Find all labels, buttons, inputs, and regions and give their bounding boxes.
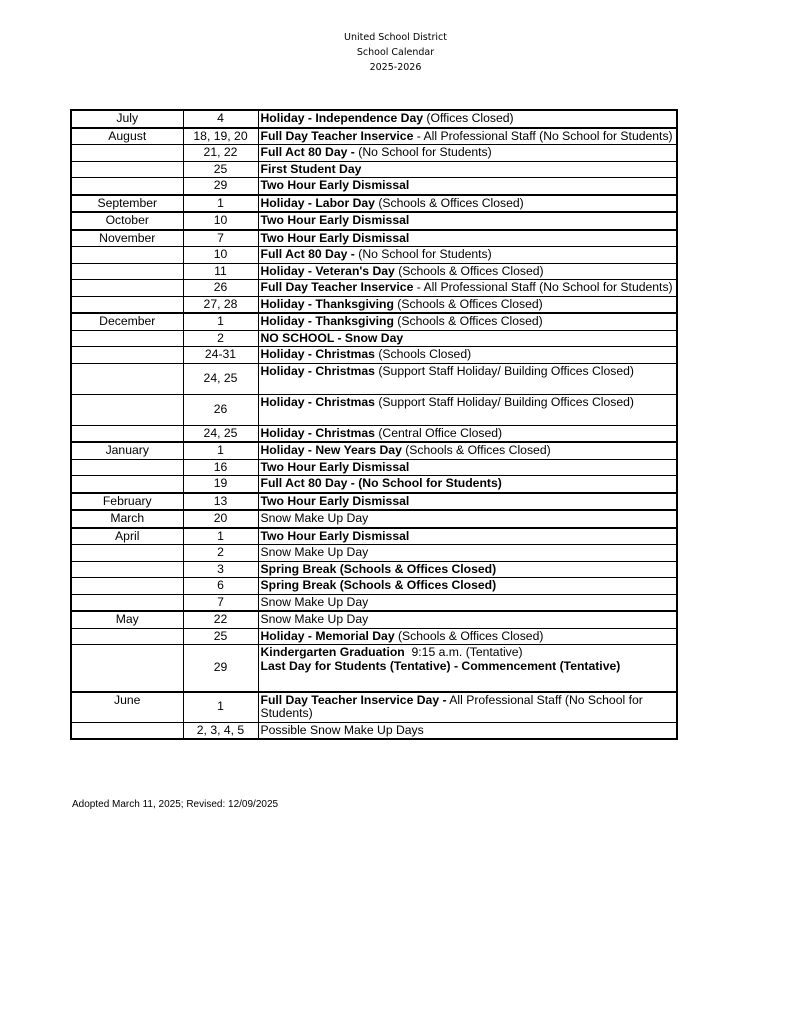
date-cell: 29: [183, 645, 258, 692]
month-cell: [71, 425, 183, 442]
event-title: Holiday - Christmas: [260, 347, 375, 361]
event-line: [261, 264, 544, 278]
month-cell: [71, 161, 183, 178]
month-cell: July: [71, 110, 183, 128]
date-cell: 18, 19, 20: [183, 128, 258, 145]
event-title: Two Hour Early Dismissal: [260, 178, 410, 192]
month-cell: November: [71, 230, 183, 247]
event-title: Full Act 80 Day -: [260, 145, 355, 159]
event-cell: [258, 628, 677, 645]
event-detail: (Support Staff Holiday/ Building Offices Closed): [374, 363, 634, 378]
event-line: [261, 578, 497, 592]
date-cell: 7: [183, 230, 258, 247]
month-cell: October: [71, 212, 183, 230]
date-cell: 29: [183, 178, 258, 195]
event-cell: [258, 263, 677, 280]
month-cell: May: [71, 611, 183, 628]
month-cell: [71, 363, 183, 394]
event-line: [261, 529, 410, 543]
date-cell: 1: [183, 528, 258, 545]
event-line: [261, 443, 551, 457]
event-title: Kindergarten Graduation: [260, 645, 405, 659]
event-line: [261, 395, 634, 409]
event-cell: [258, 347, 677, 364]
event-line: [261, 562, 497, 576]
calendar-row: [71, 263, 677, 280]
month-cell: [71, 476, 183, 493]
event-detail: (Schools Closed): [374, 347, 472, 361]
event-title: Two Hour Early Dismissal: [260, 213, 410, 227]
calendar-row: [71, 528, 677, 545]
month-cell: August: [71, 128, 183, 145]
event-detail: - All Professional Staff (No School for Students): [413, 280, 673, 294]
calendar-row: [71, 145, 677, 162]
month-cell: [71, 628, 183, 645]
event-cell: [258, 645, 677, 692]
calendar-row: [71, 161, 677, 178]
date-cell: 11: [183, 263, 258, 280]
date-cell: 20: [183, 510, 258, 528]
event-line: [261, 145, 492, 159]
event-line: [261, 196, 524, 210]
date-cell: 7: [183, 594, 258, 611]
month-cell: [71, 247, 183, 264]
event-cell: [258, 230, 677, 247]
event-line: [261, 347, 472, 361]
calendar-row: [71, 128, 677, 145]
event-cell: [258, 280, 677, 297]
event-line: [261, 162, 362, 176]
event-line: [261, 178, 410, 192]
event-cell: [258, 296, 677, 313]
date-cell: 25: [183, 161, 258, 178]
event-detail: (No School for Students): [354, 247, 492, 261]
event-cell: [258, 212, 677, 230]
month-cell: [71, 263, 183, 280]
event-detail: - All Professional Staff (No School for Students): [413, 128, 673, 143]
event-line: [261, 297, 543, 311]
event-detail: (No School for Students): [354, 145, 492, 159]
calendar-row: [71, 578, 677, 595]
date-cell: 25: [183, 628, 258, 645]
event-cell: [258, 247, 677, 264]
date-cell: 1: [183, 313, 258, 330]
calendar-row: [71, 296, 677, 313]
date-cell: 19: [183, 476, 258, 493]
calendar-row: [71, 230, 677, 247]
event-title: Holiday - Thanksgiving: [260, 314, 394, 328]
calendar-row: [71, 476, 677, 493]
event-title: Holiday - Christmas: [260, 363, 375, 378]
event-line: [261, 629, 544, 643]
month-cell: [71, 561, 183, 578]
event-detail: (Schools & Offices Closed): [394, 263, 544, 278]
calendar-row: [71, 493, 677, 511]
calendar-row: [71, 247, 677, 264]
date-cell: 16: [183, 459, 258, 476]
event-detail: All Professional Staff (No School for Students): [260, 692, 647, 720]
date-cell: 4: [183, 110, 258, 128]
event-detail: Possible Snow Make Up Days: [260, 722, 424, 737]
calendar-row: [71, 459, 677, 476]
date-cell: 2: [183, 545, 258, 562]
month-cell: [71, 347, 183, 364]
event-cell: [258, 178, 677, 195]
school-year: 2025-2026: [369, 62, 422, 73]
event-title: Full Day Teacher Inservice Day -: [260, 692, 447, 707]
event-title: Holiday - Memorial Day: [260, 628, 395, 643]
event-title: Spring Break (Schools & Offices Closed): [260, 561, 497, 576]
event-cell: [258, 330, 677, 347]
calendar-row: [71, 110, 677, 128]
calendar-table: [70, 109, 678, 740]
calendar-row: [71, 692, 677, 723]
event-title: Full Day Teacher Inservice: [260, 280, 414, 294]
event-line: [261, 111, 514, 125]
calendar-row: [71, 212, 677, 230]
event-cell: [258, 611, 677, 628]
date-cell: 10: [183, 212, 258, 230]
date-cell: 26: [183, 280, 258, 297]
event-line: [261, 511, 369, 525]
event-title: Full Act 80 Day - (No School for Students): [260, 476, 502, 490]
event-line: [261, 213, 410, 227]
event-detail: (Schools & Offices Closed): [393, 314, 543, 328]
date-cell: 27, 28: [183, 296, 258, 313]
event-detail: (Schools & Offices Closed): [401, 443, 551, 457]
calendar-row: [71, 425, 677, 442]
adoption-note: Adopted March 11, 2025; Revised: 12/09/2025: [72, 799, 279, 810]
event-cell: [258, 722, 677, 739]
event-cell: [258, 510, 677, 528]
event-line: [261, 595, 369, 609]
event-line: [261, 331, 404, 345]
event-line: [261, 494, 410, 508]
event-cell: [258, 692, 677, 723]
date-cell: 22: [183, 611, 258, 628]
date-cell: 1: [183, 442, 258, 459]
event-title: Full Day Teacher Inservice: [260, 128, 414, 143]
calendar-row: [71, 195, 677, 213]
date-cell: 2: [183, 330, 258, 347]
date-cell: 6: [183, 578, 258, 595]
event-detail: 9:15 a.m. (Tentative): [404, 645, 523, 659]
event-detail: Snow Make Up Day: [260, 612, 369, 626]
event-line: [261, 129, 673, 143]
calendar-row: [71, 313, 677, 330]
event-line: [261, 364, 634, 378]
month-cell: January: [71, 442, 183, 459]
calendar-row: [71, 363, 677, 394]
event-line: [261, 426, 503, 440]
date-cell: 13: [183, 493, 258, 511]
calendar-row: [71, 594, 677, 611]
event-line: [261, 545, 369, 559]
event-cell: [258, 594, 677, 611]
month-cell: [71, 722, 183, 739]
calendar-row: [71, 611, 677, 628]
calendar-row: [71, 178, 677, 195]
event-title: Full Act 80 Day -: [260, 247, 355, 261]
event-cell: [258, 561, 677, 578]
event-line: [261, 231, 410, 245]
month-cell: December: [71, 313, 183, 330]
calendar-row: [71, 645, 677, 692]
event-detail: Snow Make Up Day: [260, 594, 369, 609]
event-title: Holiday - Christmas: [260, 394, 375, 409]
event-cell: [258, 545, 677, 562]
calendar-row: [71, 545, 677, 562]
event-title: Spring Break (Schools & Offices Closed): [260, 578, 497, 592]
event-title: Holiday - Independence Day: [260, 111, 424, 125]
event-detail: (Schools & Offices Closed): [394, 628, 544, 643]
event-title: Two Hour Early Dismissal: [260, 230, 410, 245]
event-line: [261, 612, 369, 626]
event-cell: [258, 363, 677, 394]
month-cell: June: [71, 692, 183, 723]
event-detail: Snow Make Up Day: [260, 545, 369, 559]
event-cell: [258, 528, 677, 545]
event-title: Two Hour Early Dismissal: [260, 493, 410, 508]
date-cell: 24-31: [183, 347, 258, 364]
event-line: [261, 314, 543, 328]
event-title: First Student Day: [260, 161, 362, 176]
event-cell: [258, 145, 677, 162]
date-cell: 10: [183, 247, 258, 264]
event-cell: [258, 459, 677, 476]
month-cell: February: [71, 493, 183, 511]
event-cell: [258, 394, 677, 425]
event-title: Two Hour Early Dismissal: [260, 459, 410, 474]
month-cell: [71, 578, 183, 595]
date-cell: 3: [183, 561, 258, 578]
date-cell: 2, 3, 4, 5: [183, 722, 258, 739]
event-line: [261, 476, 502, 490]
calendar-row: [71, 347, 677, 364]
date-cell: 21, 22: [183, 145, 258, 162]
month-cell: [71, 280, 183, 297]
event-title: NO SCHOOL - Snow Day: [260, 330, 404, 345]
month-cell: [71, 459, 183, 476]
event-line: [261, 280, 673, 294]
month-cell: [71, 145, 183, 162]
event-detail: (Schools & Offices Closed): [374, 195, 524, 210]
event-line: [261, 693, 647, 721]
calendar-row: [71, 561, 677, 578]
calendar-row: [71, 442, 677, 459]
event-title: Holiday - New Years Day: [260, 443, 402, 457]
event-detail: (Central Office Closed): [374, 425, 503, 440]
event-title: Two Hour Early Dismissal: [260, 528, 410, 543]
month-cell: [71, 330, 183, 347]
calendar-row: [71, 394, 677, 425]
month-cell: [71, 545, 183, 562]
date-cell: 1: [183, 692, 258, 723]
month-cell: September: [71, 195, 183, 213]
event-detail: (Schools & Offices Closed): [393, 296, 543, 311]
event-cell: [258, 110, 677, 128]
month-cell: March: [71, 510, 183, 528]
event-cell: [258, 161, 677, 178]
month-cell: April: [71, 528, 183, 545]
calendar-row: [71, 628, 677, 645]
calendar-row: [71, 280, 677, 297]
event-line: [261, 460, 410, 474]
date-cell: 24, 25: [183, 363, 258, 394]
month-cell: [71, 645, 183, 692]
calendar-row: [71, 330, 677, 347]
event-cell: [258, 476, 677, 493]
date-cell: 24, 25: [183, 425, 258, 442]
event-cell: [258, 313, 677, 330]
event-cell: [258, 493, 677, 511]
event-title: Holiday - Thanksgiving: [260, 296, 394, 311]
event-cell: [258, 195, 677, 213]
event-detail: (Offices Closed): [423, 111, 514, 125]
event-cell: [258, 425, 677, 442]
district-name: United School District: [344, 32, 447, 43]
calendar-title: School Calendar: [356, 47, 435, 58]
date-cell: 1: [183, 195, 258, 213]
event-cell: [258, 578, 677, 595]
month-cell: [71, 296, 183, 313]
month-cell: [71, 594, 183, 611]
event-title: Holiday - Labor Day: [260, 195, 375, 210]
month-cell: [71, 178, 183, 195]
document-header: [0, 30, 791, 75]
event-line: [261, 247, 492, 261]
event-line: [261, 645, 523, 659]
event-line: [261, 723, 424, 737]
event-title-second: Last Day for Students (Tentative) - Commencement (Tentative): [260, 658, 621, 673]
event-detail: Snow Make Up Day: [260, 511, 369, 525]
calendar-row: [71, 722, 677, 739]
event-cell: [258, 442, 677, 459]
event-title: Holiday - Christmas: [260, 425, 375, 440]
event-cell: [258, 128, 677, 145]
calendar-row: [71, 510, 677, 528]
date-cell: 26: [183, 394, 258, 425]
event-title: Holiday - Veteran's Day: [260, 263, 395, 278]
event-detail: (Support Staff Holiday/ Building Offices Closed): [374, 394, 634, 409]
month-cell: [71, 394, 183, 425]
